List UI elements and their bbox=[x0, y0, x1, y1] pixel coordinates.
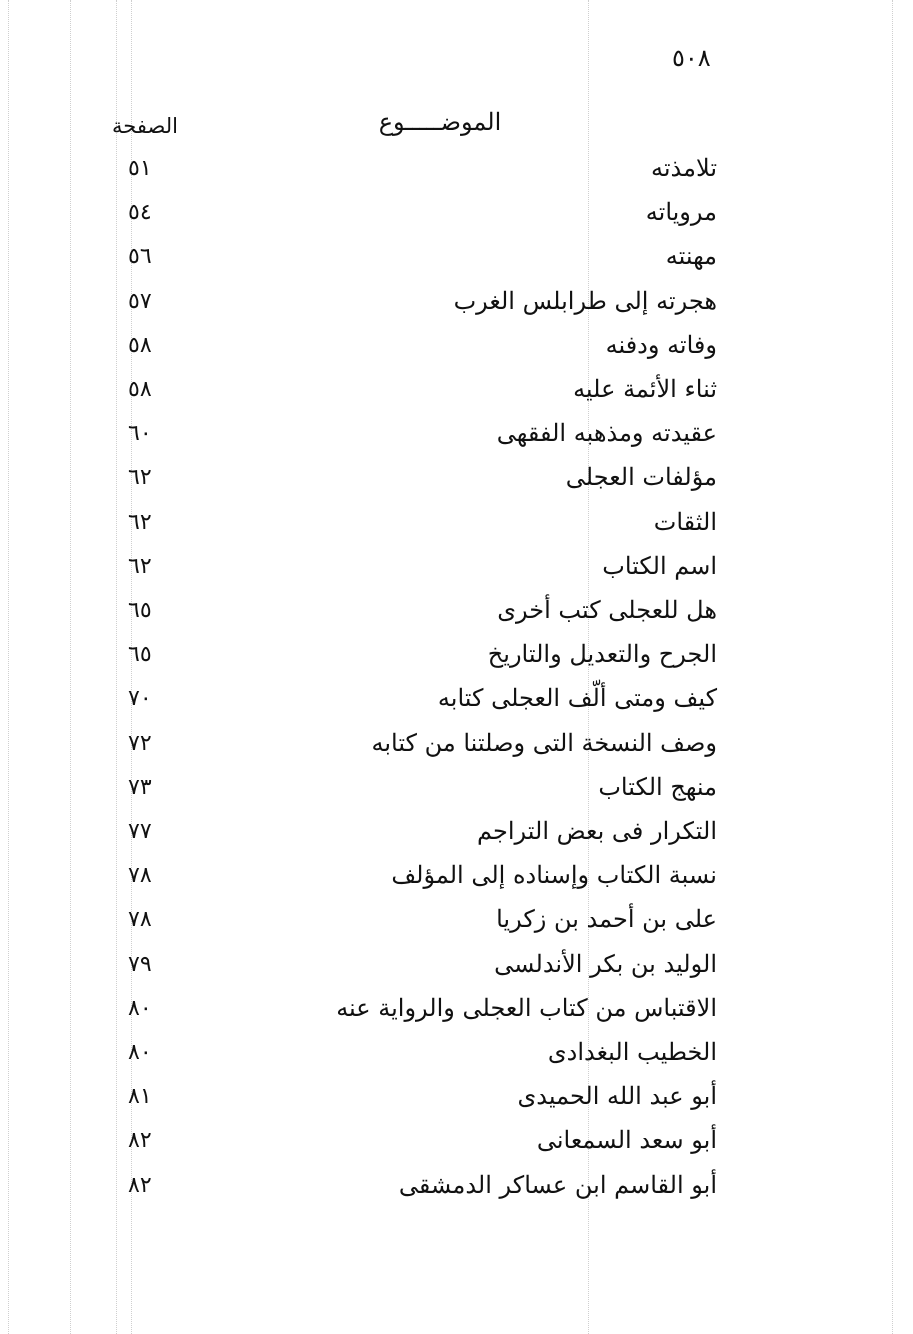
toc-entry bbox=[0, 901, 913, 945]
toc-entry bbox=[0, 592, 913, 636]
toc-entry-title: أبو عبد الله الحميدى bbox=[517, 1082, 717, 1110]
toc-entry-page-number: ٨٠ bbox=[128, 996, 152, 1021]
toc-entry-page-number: ٨٢ bbox=[128, 1173, 152, 1198]
toc-entry-title: الثقات bbox=[653, 508, 717, 536]
toc-entry-title: وفاته ودفنه bbox=[605, 331, 717, 359]
toc-entry bbox=[0, 150, 913, 194]
toc-entry bbox=[0, 238, 913, 282]
toc-entry bbox=[0, 680, 913, 724]
toc-entry-title: هل للعجلى كتب أخرى bbox=[497, 596, 717, 624]
toc-entry-title: الخطيب البغدادى bbox=[547, 1038, 717, 1066]
toc-entry bbox=[0, 504, 913, 548]
toc-entry bbox=[0, 415, 913, 459]
toc-entry-page-number: ٥٧ bbox=[128, 289, 152, 314]
toc-entry-title: نسبة الكتاب وإسناده إلى المؤلف bbox=[391, 861, 717, 889]
toc-entry-title: تلامذته bbox=[651, 154, 717, 182]
toc-entry-title: عقيدته ومذهبه الفقهى bbox=[496, 419, 717, 447]
toc-entry bbox=[0, 1078, 913, 1122]
toc-entry-title: كيف ومتى ألّف العجلى كتابه bbox=[437, 684, 717, 712]
toc-entry bbox=[0, 813, 913, 857]
toc-entry bbox=[0, 459, 913, 503]
toc-entry bbox=[0, 769, 913, 813]
toc-entry-page-number: ٧٣ bbox=[128, 775, 152, 800]
toc-entry-title: أبو سعد السمعانى bbox=[536, 1126, 717, 1154]
toc-entry-page-number: ٥١ bbox=[128, 156, 152, 181]
toc-entry bbox=[0, 327, 913, 371]
toc-entry-page-number: ٨٢ bbox=[128, 1128, 152, 1153]
toc-entry-page-number: ٧٨ bbox=[128, 907, 152, 932]
toc-entry-title: الجرح والتعديل والتاريخ bbox=[487, 640, 717, 668]
toc-entry-page-number: ٧٧ bbox=[128, 819, 152, 844]
toc-entry-page-number: ٥٦ bbox=[128, 244, 152, 269]
toc-entry bbox=[0, 857, 913, 901]
toc-entry-page-number: ٧٨ bbox=[128, 863, 152, 888]
toc-entry-page-number: ٧٩ bbox=[128, 952, 152, 977]
toc-entry-page-number: ٨٠ bbox=[128, 1040, 152, 1065]
toc-entry-title: مؤلفات العجلى bbox=[565, 463, 717, 491]
toc-entry bbox=[0, 283, 913, 327]
toc-entry-page-number: ٧٢ bbox=[128, 731, 152, 756]
toc-entry bbox=[0, 990, 913, 1034]
toc-entry-title: الاقتباس من كتاب العجلى والرواية عنه bbox=[336, 994, 717, 1022]
page-number: ٥٠٨ bbox=[672, 44, 711, 72]
toc-entry bbox=[0, 1034, 913, 1078]
toc-entry bbox=[0, 371, 913, 415]
toc-entry-title: على بن أحمد بن زكريا bbox=[496, 905, 717, 933]
toc-entry-title: اسم الكتاب bbox=[602, 552, 717, 580]
toc-entry bbox=[0, 725, 913, 769]
toc-entry-title: مهنته bbox=[665, 242, 717, 270]
toc-entry-page-number: ٨١ bbox=[128, 1084, 152, 1109]
toc-entry bbox=[0, 1122, 913, 1166]
page-column-heading: الصفحة bbox=[112, 114, 178, 138]
topic-column-heading: الموضـــــوع bbox=[378, 108, 502, 136]
toc-entry-title: أبو القاسم ابن عساكر الدمشقى bbox=[398, 1171, 717, 1199]
toc-entry-page-number: ٦٢ bbox=[128, 465, 152, 490]
toc-entry-title: منهج الكتاب bbox=[598, 773, 717, 801]
toc-entry-title: مروياته bbox=[645, 198, 717, 226]
toc-entry-page-number: ٥٨ bbox=[128, 377, 152, 402]
toc-entry-title: وصف النسخة التى وصلتنا من كتابه bbox=[371, 729, 717, 757]
toc-entry-title: ثناء الأئمة عليه bbox=[573, 375, 717, 403]
toc-entry-page-number: ٦٥ bbox=[128, 598, 152, 623]
toc-entry bbox=[0, 1167, 913, 1211]
toc-entry-page-number: ٦٥ bbox=[128, 642, 152, 667]
toc-entry-page-number: ٦٠ bbox=[128, 421, 152, 446]
toc-entry-page-number: ٥٤ bbox=[128, 200, 152, 225]
toc-entry-page-number: ٧٠ bbox=[128, 686, 152, 711]
toc-entry bbox=[0, 636, 913, 680]
toc-entry bbox=[0, 548, 913, 592]
toc-entry bbox=[0, 946, 913, 990]
toc-entry-title: الوليد بن بكر الأندلسى bbox=[494, 950, 717, 978]
toc-entry-page-number: ٥٨ bbox=[128, 333, 152, 358]
toc-entry-page-number: ٦٢ bbox=[128, 510, 152, 535]
toc-entry-title: هجرته إلى طرابلس الغرب bbox=[453, 287, 717, 315]
toc-entry-title: التكرار فى بعض التراجم bbox=[477, 817, 717, 845]
toc-entry-page-number: ٦٢ bbox=[128, 554, 152, 579]
toc-entry bbox=[0, 194, 913, 238]
